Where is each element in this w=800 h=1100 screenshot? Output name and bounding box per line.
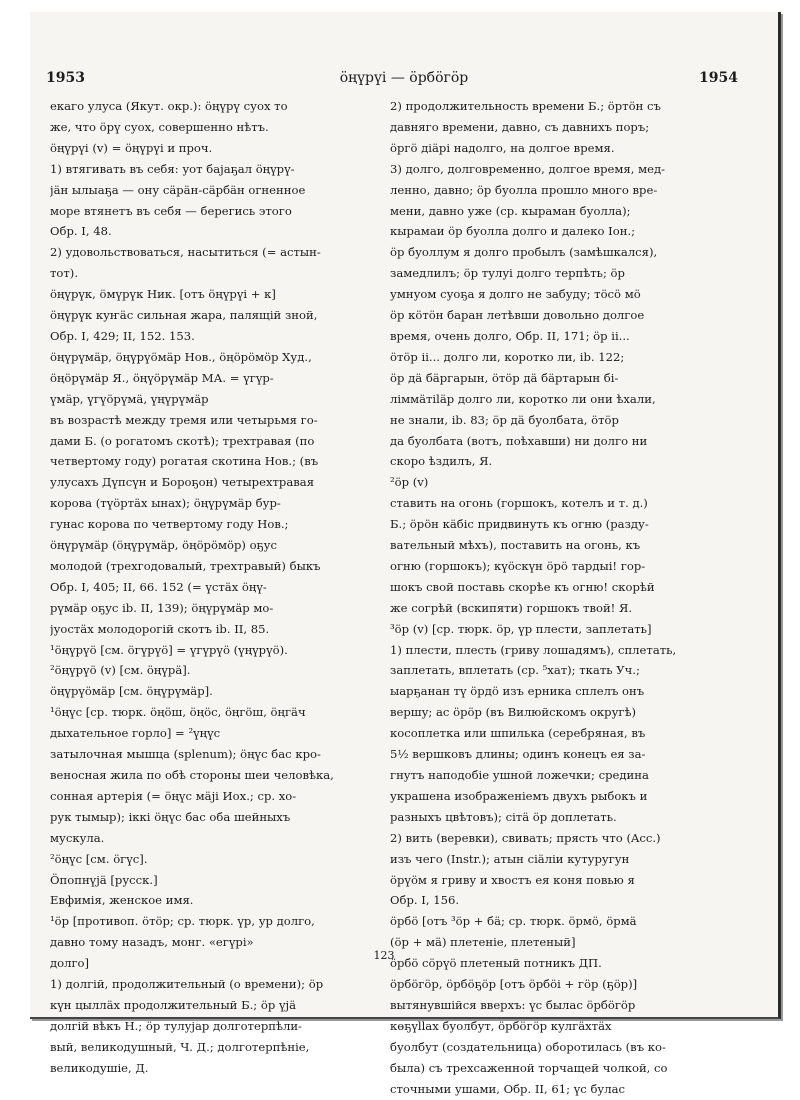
text-line: гнутъ наподобіе ушной ложечки; средина	[390, 768, 649, 782]
text-line: ленно, давно; öр буолла прошло много вре-	[390, 182, 658, 197]
text-line: 2) продолжительность времени Б.; öртöн съ	[390, 99, 661, 113]
text-line: замедлилъ; öр тулуі долго терпѣть; öр	[390, 266, 625, 281]
text-line: öңöрүмäр Я., öңүöрүмäр МА. = үгүр-	[50, 370, 274, 385]
text-line: ²öр (v)	[390, 475, 429, 490]
text-line: въ возрастѣ между тремя или четырьмя го-	[50, 412, 318, 427]
text-line: долго]	[50, 956, 90, 971]
text-line: ставить на огонь (горшокъ, котелъ и т. д.)	[390, 496, 648, 511]
text-line: косоплетка или шпилька (серебряная, въ	[390, 726, 646, 741]
text-line: ыарҕанан тү öрдö изъ ерника сплелъ онъ	[390, 684, 645, 699]
text-line: 1) втягивать въ себя: уот бајаҕал öңүрү-	[50, 161, 295, 176]
text-line: 2) удовольствоваться, насытиться (= астын-	[50, 245, 321, 260]
text-line: öрбö сöрүö плетеный потникъ ДП.	[390, 956, 602, 971]
text-line: шокъ свой поставь скорѣе къ огню! скорѣй	[390, 579, 655, 594]
text-line: öңүрүмäр (öңүрүмäр, öңöрöмöр) оҕус	[50, 538, 277, 553]
text-line: екаго улуса (Якут. окр.): öңүрү суох то	[50, 99, 288, 113]
text-line: гунас корова по четвертому году Нов.;	[50, 517, 289, 532]
text-line: мени, давно уже (ср. кыраман буолла);	[390, 203, 631, 218]
text-line: вательный мѣхъ), поставить на огонь, къ	[390, 538, 641, 553]
text-line: дами Б. (о рогатомъ скотѣ); трехтравая (по	[50, 433, 315, 448]
text-line: улусахъ Дүпсүн и Бороҕон) четырехтравая	[50, 475, 315, 490]
text-line: вершу; ас öрöр (въ Вилюйскомъ округѣ)	[390, 705, 636, 720]
text-line: öр дä бäргарын, öтöр дä бäртарын бі-	[390, 370, 619, 385]
text-line: Öпопнүјä [русск.]	[50, 872, 158, 887]
left-column	[50, 96, 376, 1079]
text-line: Обр. I, 48.	[50, 224, 112, 239]
text-line: öрүöм я гриву и хвостъ ея коня повью я	[390, 872, 635, 887]
text-line: разныхъ цвѣтовъ); сітä öр доплетать.	[390, 809, 617, 824]
text-line: веносная жила по обѣ стороны шеи человѣка,	[50, 768, 334, 782]
footer-page-number: 123	[373, 949, 395, 962]
text-line: ³öр (v) [ср. тюрк. öр, үр плести, заплетать]	[390, 621, 652, 636]
text-line: öр кöтöн баран летѣвши довольно долгое	[390, 308, 645, 323]
text-line: дыхательное горло] = ²үңүс	[50, 726, 221, 741]
text-line: ¹öр [противоп. öтöр; ср. тюрк. үр, ур долго,	[50, 914, 315, 929]
text-line: јуостäх молодорогій скотъ ib. II, 85.	[50, 621, 270, 636]
text-line: да буолбата (вотъ, поѣхавши) ни долго ни	[390, 433, 648, 448]
text-line: изъ чего (Instr.); атын сіäліи кутуругун	[390, 851, 630, 866]
text-line: јäн ылыаҕа — ону сäрäн-сäрбäн огненное	[50, 182, 306, 197]
text-line: мускула.	[50, 830, 105, 845]
text-line: 5½ вершковъ длины; одинъ конецъ ея за-	[390, 747, 646, 762]
text-line: же, что öрү суох, совершенно нѣтъ.	[50, 119, 269, 134]
text-line: 2) вить (веревки), свивать; прясть что (Acc.)	[390, 830, 661, 845]
text-line: четвертому году) рогатая скотина Нов.; (въ	[50, 454, 319, 469]
dictionary-page	[30, 12, 781, 1096]
text-line: 1) долгій, продолжительный (о времени); öр	[50, 977, 324, 992]
text-line: ²öңүс [см. öгүс].	[50, 851, 148, 866]
text-line: ²öңүрүö (v) [см. öңүрä].	[50, 663, 191, 678]
text-line: молодой (трехгодовалый, трехтравый) быкъ	[50, 558, 321, 573]
text-line: ¹öңүс [ср. тюрк. öңöш, öңöс, öңгöш, öңгäч	[50, 705, 306, 720]
text-line: öрбöгöр, öрбöҕöр [отъ öрбöі + гöр (ҕöр)]	[390, 977, 638, 992]
text-line: öрбö [отъ ³öр + бä; ср. тюрк. öрмö, öрмä	[390, 914, 637, 929]
text-line: долгій вѣкъ Н.; öр тулујар долготерпѣли-	[50, 1018, 302, 1033]
text-line: ¹öңүрүö [см. öгүрүö] = үгүрүö (үңүрүö).	[50, 642, 288, 657]
text-line: давняго времени, давно, съ давнихъ поръ;	[390, 119, 650, 134]
text-line: öңүрүк, öмүрүк Ник. [отъ öңүрүі + к]	[50, 287, 276, 302]
text-line: (öр + мä) плетеніе, плетеный]	[390, 935, 576, 950]
text-line: Обр. I, 429; II, 152. 153.	[50, 328, 195, 343]
left-page-number: 1953	[46, 70, 85, 86]
text-line: күн цыллäх продолжительный Б.; öр үјä	[50, 997, 297, 1012]
text-line: вый, великодушный, Ч. Д.; долготерпѣніе,	[50, 1039, 310, 1054]
text-line: же согрѣй (вскипяти) горшокъ твой! Я.	[390, 600, 633, 615]
text-line: öтöр ii... долго ли, коротко ли, ib. 122;	[390, 349, 625, 364]
text-line: украшена изображеніемъ двухъ рыбокъ и	[390, 788, 648, 803]
text-line: вытянувшійся вверхъ: үс былас öрбöгöр	[390, 997, 636, 1012]
text-line: умнуом суоҕа я долго не забуду; тöсö мö	[390, 287, 641, 302]
text-line: море втянетъ въ себя — берегись этого	[50, 203, 292, 218]
text-line: 3) долго, долговременно, долгое время, мед-	[390, 161, 666, 176]
text-line: Евфимія, женское имя.	[50, 893, 194, 908]
text-line: скоро ѣздилъ, Я.	[390, 454, 493, 469]
text-line: рүмäр оҕус ib. II, 139); öңүрүмäр мо-	[50, 600, 274, 615]
text-line: Обр. I, 156.	[390, 893, 460, 908]
text-line: öңүрүі (v) = öңүрүі и проч.	[50, 140, 213, 155]
text-line: öргö діäрі надолго, на долгое время.	[390, 140, 615, 155]
text-line: Обр. I, 405; II, 66. 152 (= үстäх öңү-	[50, 579, 267, 594]
text-line: не знали, ib. 83; öр дä буолбата, öтöр	[390, 412, 619, 427]
text-line: öңүрүöмäр [см. öңүрүмäр].	[50, 684, 213, 699]
text-line: рук тымыр); іккі öңүс бас оба шейныхъ	[50, 809, 291, 824]
text-line: огню (горшокъ); күöскүн öрö тардыі! гор-	[390, 558, 646, 573]
text-line: кырамаи öр буолла долго и далеко Іон.;	[390, 224, 636, 239]
text-line: Б.; öрöн кäбіс придвинуть къ огню (разду-	[390, 517, 649, 532]
text-line: давно тому назадъ, монг. «егүрі»	[50, 935, 254, 950]
text-line: 1) плести, плесть (гриву лошадямъ), сплетать,	[390, 642, 677, 657]
text-line: сточными ушами, Обр. II, 61; үс булас	[390, 1081, 626, 1096]
text-line: öңүрүмäр, öңүрүöмäр Нов., öңöрöмöр Худ.,	[50, 349, 312, 364]
text-line: заплетать, вплетать (ср. ⁵хат); ткать Уч.;	[390, 663, 640, 678]
text-line: ліммäтіläр долго ли, коротко ли они ѣхали,	[390, 391, 656, 406]
text-line: öңүрүк куҥäс сильная жара, палящій зной,	[50, 308, 318, 323]
text-line: была) съ трехсаженной торчащей чолкой, со	[390, 1060, 668, 1075]
right-page-number: 1954	[699, 70, 738, 86]
running-title: öңүрүі — öрбöгöр	[339, 70, 469, 86]
text-line: сонная артерія (= öңүс мäјі Иох.; ср. хо-	[50, 788, 297, 803]
text-line: затылочная мышца (splenum); öңүс бас кро-	[50, 747, 321, 762]
text-line: корова (түöртäх ынах); öңүрүмäр бур-	[50, 496, 281, 511]
text-line: великодушіе, Д.	[50, 1060, 149, 1075]
text-line: көҕүllах буолбут, öрбöгöр кулгäхтäх	[390, 1018, 612, 1033]
text-line: буолбут (создательница) оборотилась (въ ко-	[390, 1039, 666, 1054]
text-line: үмäр, үгүöрүмä, үңүрүмäр	[50, 391, 209, 406]
text-line: тот).	[50, 266, 79, 281]
text-line: время, очень долго, Обр. II, 171; öр ii...	[390, 328, 630, 343]
text-line: öр буоллум я долго пробылъ (замѣшкался),	[390, 245, 658, 260]
